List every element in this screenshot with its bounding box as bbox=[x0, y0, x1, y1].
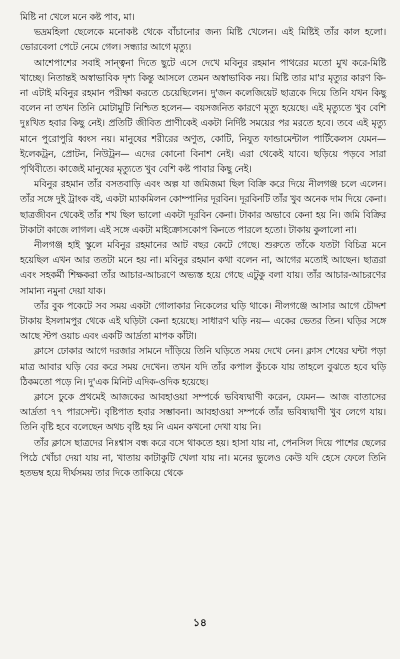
paragraph: ক্লাসে ঢোকার আগে দরজার সামনে দাঁড়িয়ে তিনি ঘড়িতে সময় দেখে নেন। ক্লাস শেষের ঘন্টা পড়া মাত্র আবার ঘড়ি বের করে সময় দেখেন। তখন যদি তাঁর কপাল কুঁচকে যায় তাহলে বুঝতে হবে ঘড়ি ঠিকমতো পড়ে নি। দু'এক মিনিট এদিক-ওদিক হয়েছে। bbox=[20, 346, 386, 388]
paragraph: তাঁর বুক পকেটে সব সময় একটা গোলাকার নিকেলের ঘড়ি থাকে। নীলগঞ্জে আসার আগে চৌদ্দশ টাকায় ইসলামপুর থেকে এই ঘড়িটা কেনা হয়েছে। সাধারণ ঘড়ি নয়— একের ভেতর তিন। ঘড়ির সঙ্গে আছে স্টপ ওয়াচ এবং একটি আর্দ্রতা মাপক কাঁটা। bbox=[20, 300, 386, 343]
paragraph: মিষ্টি না খেলে মনে কষ্ট পাব, মা। bbox=[20, 12, 135, 23]
paragraph: নীলগঞ্জ হাই স্কুলে মবিনুর রহমানের আট বছর কেটে গেছে। শুরুতে তাঁকে যতটা বিচিত্র মনে হয়েছিল এখন আর ততটা মনে হয় না। মবিনুর রহমান কথা বলেন না, আগের মতোই আছেন। ছাত্ররা এবং সহকর্মী শিক্ষকরা তাঁর আচার-আচরণে অভ্যস্ত হয়ে গেছে এটুকু বলা যায়। তাঁর আচার-আচরণের সামান্য নমুনা দেয়া যাক। bbox=[20, 240, 386, 297]
page-number: ১৪ bbox=[193, 617, 207, 629]
body-text bbox=[20, 10, 386, 481]
paragraph: তাঁর ক্লাসে ছাত্রদের নিঃশ্বাস বন্ধ করে বসে থাকতে হয়। হাসা যায় না, পেনসিল দিয়ে পাশের ছেলের পিঠে খোঁচা দেয়া যায় না, খাতায় কাটাকুটি খেলা যায় না। মনের ভুলেও কেউ যদি হেসে ফেলে তিনি হতভম্ব হয়ে দীর্ঘসময় তার দিকে তাকিয়ে থেকে bbox=[20, 437, 386, 480]
paragraph: ক্লাসে ঢুকে প্রথমেই আজকের আবহাওয়া সম্পর্কে ভবিষ্যদ্বাণী করেন, যেমন— আজ বাতাসের আর্দ্রতা ৭৭ পারসেন্ট। বৃষ্টিপাত হবার সম্ভাবনা। আবহাওয়া সম্পর্কে তাঁর ভবিষ্যদ্বাণী খুব লেগে যায়। তিনি বৃষ্টি হবে বলেছেন অথচ বৃষ্টি হয় নি এমন কখনো দেখা যায় নি। bbox=[20, 392, 386, 434]
paragraph: আশেপাশের সবাই সান্ত্বনা দিতে ছুটে এসে দেখে মবিনুর রহমান পাথরের মতো মুখ করে-মিষ্টি খাচ্ছে। নিতান্তই অস্বাভাবিক দৃশ্য কিন্তু আসলে তেমন অস্বাভাবিক নয়। মিষ্টি তার মা'র মৃত্যুর কারণ কি-না এটাই মবিনুর রহমান পরীক্ষা করতে চেয়েছিলেন। দু'জন কলেজিয়েট ছাত্রকে দিয়ে তিনি যখন কিছু বলেন না তখন তিনি মোটামুটি নিশ্চিত হলেন— বয়সজনিত কারণে মৃত্যু হয়েছে। এই মৃত্যুতে খুব বেশি দুঃখিত হবার কিছু নেই। প্রতিটি জীবিত প্রাণীকেই একটা নির্দিষ্ট সময়ের পর মরতে হবে। তবে এই মৃত্যু মানে পুরোপুরি ধ্বংস নয়। মানুষের শরীরের অণুত, কোটি, নিযুত ফান্ডামেন্টাল পার্টিকেলস যেমন— ইলেকট্রন, প্রোটন, নিউট্রন— এদের কোনো বিনাশ নেই। এরা থেকেই যাবে। ছড়িয়ে পড়বে সারা পৃথিবীতে। কাজেই মানুষের মৃত্যুতে খুব বেশি কষ্ট পাবার কিছু নেই। bbox=[20, 57, 386, 176]
paragraph: মবিনুর রহমান তাঁর বসতবাড়ি এবং অল্প যা জমিজমা ছিল বিক্রি করে দিয়ে নীলগঞ্জ চলে এলেন। তাঁর সঙ্গে দুই ট্রাংক বই, একটা ম্যাকমিলন কোম্পানির দূরবিন। দূরবিনটি তাঁর খুব অনেক দাম দিয়ে কেনা। ছাত্রজীবন থেকেই তাঁর শখ ছিল ভালো একটা দূরবিন কেনা। টাকার অভাবে কেনা হয় নি। জমি বিক্রির টাকাটা কাজে লাগল। এই সঙ্গে একটা মাইক্রোসকোপ কিনতে পারলে হতো। টাকায় কুলালো না। bbox=[20, 179, 386, 236]
paragraph: ভদ্রমহিলা ছেলেকে মনোকষ্ট থেকে বাঁচানোর জন্য মিষ্টি খেলেন। এই মিষ্টিই তাঁর কাল হলো। ভোরবেলা পেটে নেমে গেল। সন্ধ্যার আগে মৃত্যু। bbox=[20, 27, 386, 54]
